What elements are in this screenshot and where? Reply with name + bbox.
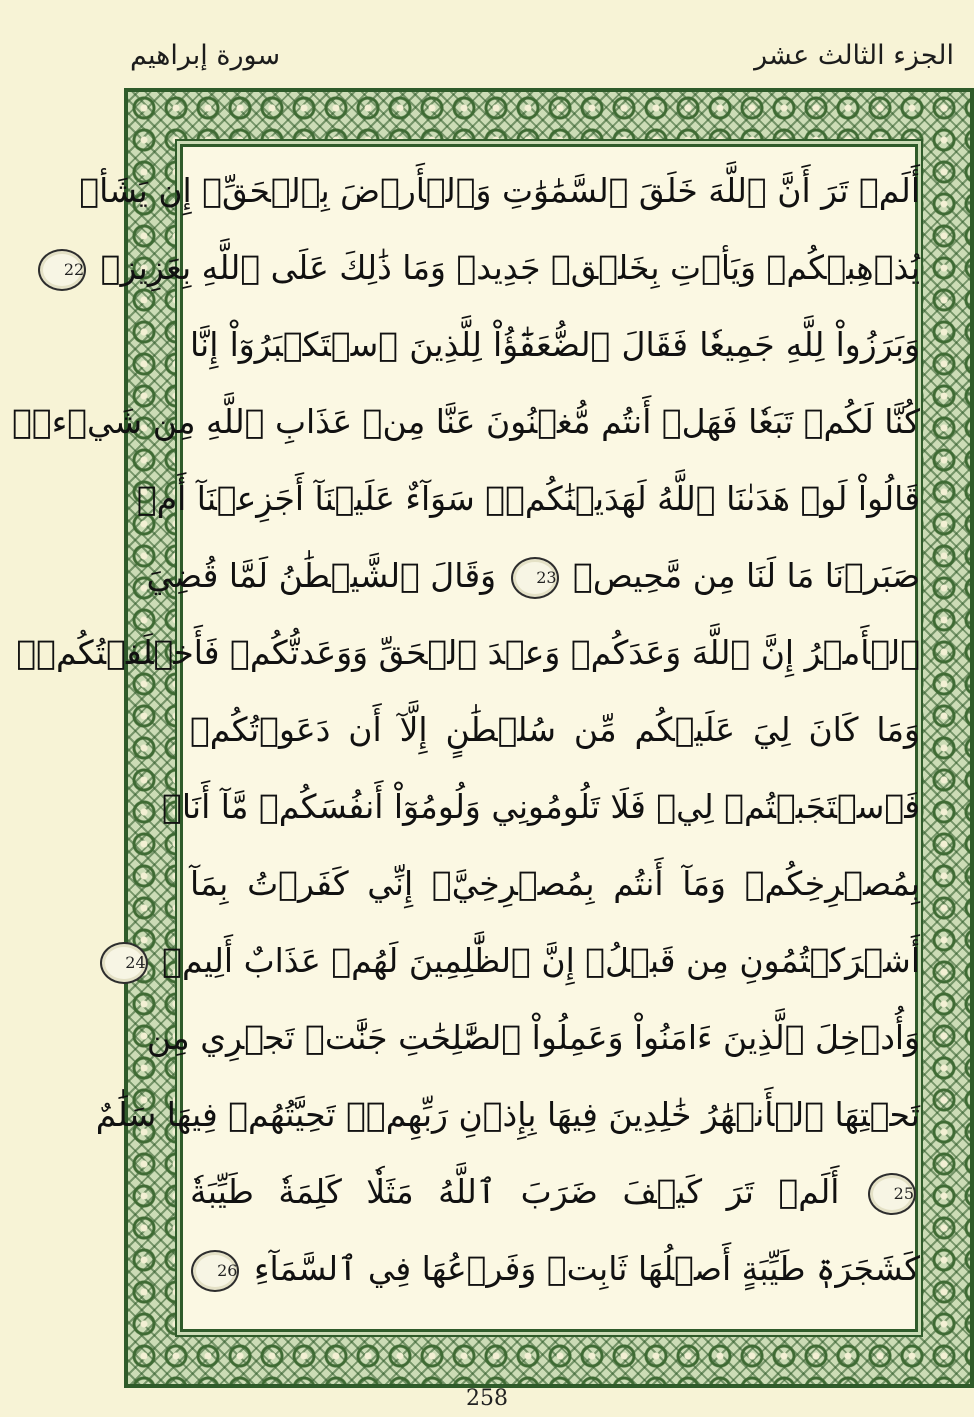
ayah-marker-22: 22 [38, 249, 86, 291]
text-line-4: كُنَّا لَكُمۡ تَبَعٗا فَهَلۡ أَنتُم مُّغۡنُونَ عَنَّا مِنۡ عَذَابِ ٱللَّهِ مِن شَيۡءٖۚ [12, 402, 920, 441]
page-number: 258 [466, 1386, 508, 1411]
text-line-15: كَشَجَرَةٖ طَيِّبَةٍ أَصۡلُهَا ثَابِتٞ وَفَرۡعُهَا فِي ٱلسَّمَآءِ 26 [190, 1233, 920, 1305]
quran-text [12, 155, 920, 1325]
text-line-6: صَبَرۡنَا مَا لَنَا مِن مَّحِيصٖ 23 وَقَالَ ٱلشَّيۡطَٰنُ لَمَّا قُضِيَ [190, 540, 920, 612]
page-header [120, 34, 954, 86]
text-line-13: تَحۡتِهَا ٱلۡأَنۡهَٰرُ خَٰلِدِينَ فِيهَا بِإِذۡنِ رَبِّهِمۡۖ تَحِيَّتُهُمۡ فِيهَا سَلَٰمٌ [95, 1095, 920, 1134]
juz-title: الجزء الثالث عشر [754, 40, 954, 71]
text-line-8: وَمَا كَانَ لِيَ عَلَيۡكُم مِّن سُلۡطَٰنٍ إِلَّآ أَن دَعَوۡتُكُمۡ [190, 710, 920, 749]
ayah-marker-25: 25 [868, 1173, 916, 1215]
surah-title: سورة إبراهيم [130, 40, 281, 71]
text-line-9: فَٱسۡتَجَبۡتُمۡ لِيۖ فَلَا تَلُومُونِي وَلُومُوٓاْ أَنفُسَكُمۖ مَّآ أَنَا۠ [162, 787, 920, 826]
ayah-marker-23: 23 [511, 557, 559, 599]
text-line-2: يُذۡهِبۡكُمۡ وَيَأۡتِ بِخَلۡقٖ جَدِيدٖ وَمَا ذَٰلِكَ عَلَى ٱللَّهِ بِعَزِيزٖ 22 [190, 232, 920, 304]
text-line-7: ٱلۡأَمۡرُ إِنَّ ٱللَّهَ وَعَدَكُمۡ وَعۡدَ ٱلۡحَقِّ وَوَعَدتُّكُمۡ فَأَخۡلَفۡتُكُمۡۖ [16, 633, 920, 672]
text-line-3: وَبَرَزُواْ لِلَّهِ جَمِيعٗا فَقَالَ ٱلضُّعَفَٰٓؤُاْ لِلَّذِينَ ٱسۡتَكۡبَرُوٓاْ إِنَّا [190, 325, 920, 364]
text-line-1: أَلَمۡ تَرَ أَنَّ ٱللَّهَ خَلَقَ ٱلسَّمَٰوَٰتِ وَٱلۡأَرۡضَ بِٱلۡحَقِّۚ إِن يَشَأۡ [79, 171, 920, 210]
text-line-12: وَأُدۡخِلَ ٱلَّذِينَ ءَامَنُواْ وَعَمِلُواْ ٱلصَّٰلِحَٰتِ جَنَّٰتٖ تَجۡرِي مِن [146, 1018, 920, 1057]
ayah-marker-24: 24 [100, 942, 148, 984]
text-line-14: 25 أَلَمۡ تَرَ كَيۡفَ ضَرَبَ ٱللَّهُ مَثَلٗا كَلِمَةٗ طَيِّبَةٗ [190, 1156, 920, 1228]
text-line-11: أَشۡرَكۡتُمُونِ مِن قَبۡلُۗ إِنَّ ٱلظَّٰلِمِينَ لَهُمۡ عَذَابٌ أَلِيمٞ 24 [190, 925, 920, 997]
text-line-5: قَالُواْ لَوۡ هَدَىٰنَا ٱللَّهُ لَهَدَيۡنَٰكُمۡۖ سَوَآءٌ عَلَيۡنَآ أَجَزِعۡنَآ أَمۡ [136, 479, 920, 518]
text-line-10: بِمُصۡرِخِكُمۡ وَمَآ أَنتُم بِمُصۡرِخِيَّۖ إِنِّي كَفَرۡتُ بِمَآ [190, 864, 920, 903]
ayah-marker-26: 26 [191, 1250, 239, 1292]
